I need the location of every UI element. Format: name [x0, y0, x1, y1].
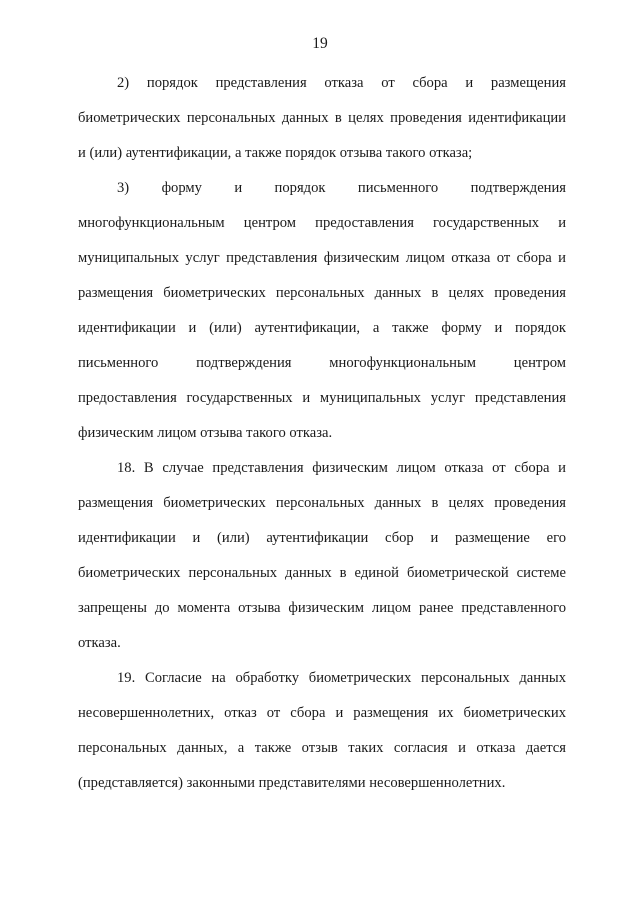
text-line: биометрических персональных данных в единой биометрической системе	[78, 565, 566, 581]
text-line: многофункциональным центром предоставления государственных и	[78, 215, 566, 231]
text-line: запрещены до момента отзыва физическим лицом ранее представленного	[78, 600, 566, 616]
text-line: физическим лицом отзыва такого отказа.	[78, 425, 333, 441]
text-line: идентификации и (или) аутентификации, а также форму и порядок	[78, 320, 566, 336]
text-line: предоставления государственных и муниципальных услуг представления	[78, 390, 566, 406]
text-line: 18. В случае представления физическим лицом отказа от сбора и	[117, 460, 566, 476]
text-line: письменного подтверждения многофункциональным центром	[78, 355, 566, 371]
text-line: муниципальных услуг представления физическим лицом отказа от сбора и	[78, 250, 566, 266]
text-line: несовершеннолетних, отказ от сбора и размещения их биометрических	[78, 705, 566, 721]
page-number: 19	[312, 35, 328, 52]
text-line: (представляется) законными представителями несовершеннолетних.	[78, 775, 506, 791]
text-line: 19. Согласие на обработку биометрических персональных данных	[117, 670, 566, 686]
text-line: 2) порядок представления отказа от сбора и размещения	[117, 75, 566, 91]
text-line: и (или) аутентификации, а также порядок отзыва такого отказа;	[78, 145, 473, 161]
text-line: персональных данных, а также отзыв таких согласия и отказа дается	[78, 740, 566, 756]
text-line: отказа.	[78, 635, 121, 651]
text-line: 3) форму и порядок письменного подтверждения	[117, 180, 566, 196]
text-line: размещения биометрических персональных данных в целях проведения	[78, 285, 566, 301]
text-line: размещения биометрических персональных данных в целях проведения	[78, 495, 566, 511]
text-line: идентификации и (или) аутентификации сбор и размещение его	[78, 530, 566, 546]
text-line: биометрических персональных данных в целях проведения идентификации	[78, 110, 566, 126]
